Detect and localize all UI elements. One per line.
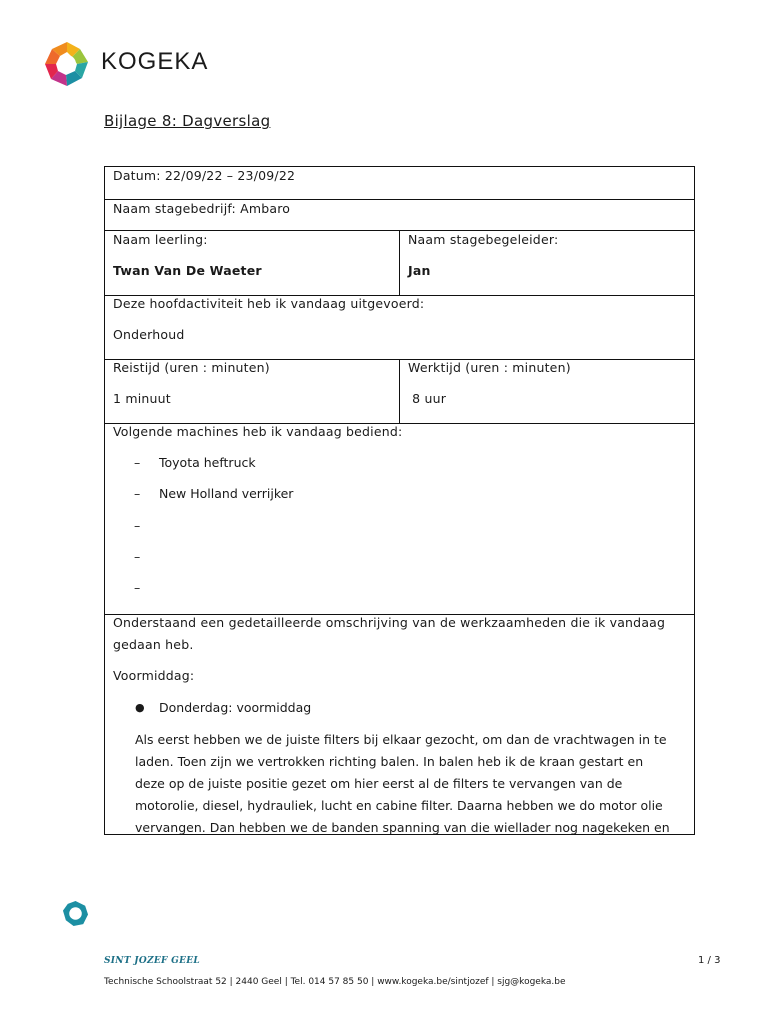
company-field: Naam stagebedrijf: Ambaro <box>113 201 291 216</box>
description-paragraph <box>135 729 690 835</box>
paragraph-line: Als eerst hebben we de juiste filters bij elkaar gezocht, om dan de vrachtwagen in te <box>135 732 667 747</box>
day-report-form <box>104 166 695 835</box>
dash-marker: – <box>134 455 141 470</box>
bullet-marker: ● <box>135 701 145 714</box>
travel-time-label: Reistijd (uren : minuten) <box>113 360 270 375</box>
bullet-item: Donderdag: voormiddag <box>159 700 312 715</box>
supervisor-label: Naam stagebegeleider: <box>408 232 559 247</box>
machine-item: Toyota heftruck <box>159 455 256 470</box>
activity-value: Onderhoud <box>113 327 185 342</box>
dash-marker: – <box>134 549 141 564</box>
dash-marker: – <box>134 580 141 595</box>
activity-label: Deze hoofdactiviteit heb ik vandaag uitgevoerd: <box>113 296 425 311</box>
dash-marker: – <box>134 486 141 501</box>
machines-label: Volgende machines heb ik vandaag bediend: <box>113 424 403 439</box>
paragraph-line: laden. Toen zijn we vertrokken richting balen. In balen heb ik de kraan gestart en <box>135 754 644 769</box>
travel-time-value: 1 minuut <box>113 391 171 406</box>
paragraph-line: deze op de juiste positie gezet om hier eerst al de filters te vervangen van de <box>135 776 623 791</box>
company-row <box>105 200 694 231</box>
student-label: Naam leerling: <box>113 232 208 247</box>
activity-row <box>105 296 694 360</box>
student-name: Twan Van De Waeter <box>113 263 262 278</box>
work-time-label: Werktijd (uren : minuten) <box>408 360 571 375</box>
kogeka-logo-icon <box>42 40 92 88</box>
machines-row <box>105 424 694 615</box>
description-intro-line2: gedaan heb. <box>113 637 194 652</box>
document-title: Bijlage 8: Dagverslag <box>104 112 271 130</box>
work-time-cell <box>400 360 694 423</box>
travel-time-cell <box>105 360 400 423</box>
footer-logo-icon <box>62 900 89 927</box>
description-intro-line1: Onderstaand een gedetailleerde omschrijving van de werkzaamheden die ik vandaag <box>113 615 666 630</box>
work-time-value: 8 uur <box>408 391 447 406</box>
description-row <box>105 615 694 835</box>
time-row <box>105 360 694 424</box>
date-field: Datum: 22/09/22 – 23/09/22 <box>113 168 296 183</box>
names-row <box>105 231 694 296</box>
supervisor-cell <box>400 231 694 295</box>
supervisor-name: Jan <box>408 263 431 278</box>
page-number: 1 / 3 <box>698 955 721 966</box>
dash-marker: – <box>134 518 141 533</box>
paragraph-line: motorolie, diesel, hydrauliek, lucht en cabine filter. Daarna hebben we do motor olie <box>135 798 663 813</box>
machine-item: New Holland verrijker <box>159 486 294 501</box>
footer-address: Technische Schoolstraat 52 | 2440 Geel | Tel. 014 57 85 50 | www.kogeka.be/sintjozef | sjg@kogeka.be <box>104 977 566 987</box>
morning-label: Voormiddag: <box>113 668 195 683</box>
student-cell <box>105 231 400 295</box>
school-name: SINT JOZEF GEEL <box>104 956 201 966</box>
paragraph-line: vervangen. Dan hebben we de banden spanning van die wiellader nog nagekeken en <box>135 820 670 835</box>
brand-name: KOGEKA <box>101 48 209 75</box>
date-row <box>105 167 694 200</box>
